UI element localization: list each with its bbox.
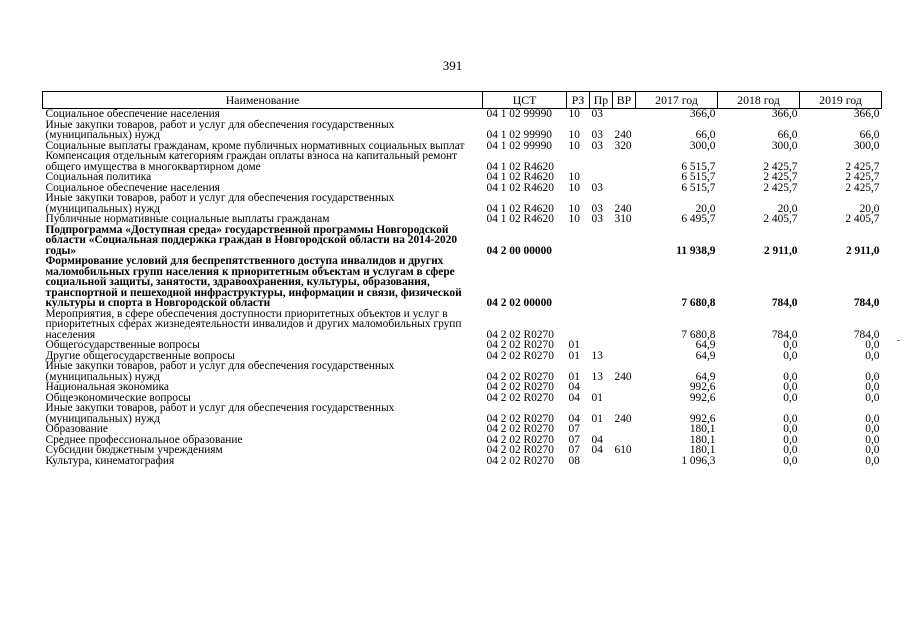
cell-rz: 07 <box>568 433 580 446</box>
cell-2018: 66,0 <box>777 129 798 141</box>
cell-vr <box>613 109 636 120</box>
cell-2019: 0,0 <box>865 412 880 425</box>
cell-2017: 300,0 <box>689 139 716 152</box>
cell-2018: 0,0 <box>783 370 798 383</box>
cell-2019: 784,0 <box>853 297 880 309</box>
cell-vr <box>613 382 636 393</box>
cell-2019: 0,0 <box>865 381 880 393</box>
cell-cst: 04 2 02 R0270 <box>486 412 554 425</box>
table-row <box>43 120 882 141</box>
cell-pr <box>590 172 613 183</box>
cell-pr <box>590 309 613 341</box>
cell-cst: 04 1 02 R4620 <box>486 160 554 173</box>
cell-pr: 03 <box>591 139 603 152</box>
cell-2019: 0,0 <box>865 454 880 467</box>
cell-2018: 20,0 <box>777 202 798 215</box>
cell-pr: 04 <box>591 444 603 456</box>
cell-vr <box>613 309 636 341</box>
cell-name: Иные закупки товаров, работ и услуг для обеспечения государственных (муниципальных) нужд <box>45 118 395 141</box>
cell-2017: 6 495,7 <box>681 213 716 225</box>
cell-2017: 1 096,3 <box>681 454 716 467</box>
cell-2019: 2 405,7 <box>845 213 880 225</box>
cell-cst: 04 1 02 R4620 <box>486 181 554 194</box>
cell-cst: 04 1 02 99990 <box>486 129 552 141</box>
cell-name: Мероприятия, в сфере обеспечения доступности приоритетных объектов и услуг в приоритетных сферах жизнедеятельности инвалидов и других маломобильных групп населения <box>45 307 462 341</box>
header-vr: ВР <box>613 92 636 109</box>
cell-pr: 03 <box>591 213 603 225</box>
cell-2017: 992,6 <box>689 391 716 404</box>
cell-2019: 300,0 <box>853 139 880 152</box>
cell-2017: 6 515,7 <box>681 171 716 183</box>
cell-vr <box>613 256 636 309</box>
cell-rz: 10 <box>568 108 580 120</box>
header-name: Наименование <box>43 92 483 109</box>
cell-2019: 2 425,7 <box>845 171 880 183</box>
cell-pr: 01 <box>591 391 603 404</box>
cell-vr: 240 <box>614 129 632 141</box>
cell-rz: 10 <box>568 139 580 152</box>
cell-pr <box>590 151 613 172</box>
table-row <box>43 109 882 120</box>
cell-vr: 240 <box>614 370 632 383</box>
cell-vr: 240 <box>614 202 632 215</box>
cell-2018: 366,0 <box>771 108 798 120</box>
cell-cst: 04 2 02 R0270 <box>486 328 554 341</box>
cell-cst: 04 2 02 R0270 <box>486 433 554 446</box>
cell-rz: 01 <box>568 349 580 362</box>
cell-2019: 2 425,7 <box>845 160 880 173</box>
cell-vr <box>613 172 636 183</box>
cell-vr <box>613 393 636 404</box>
cell-2018: 2 425,7 <box>763 181 798 194</box>
cell-pr <box>590 456 613 467</box>
cell-cst: 04 1 02 99990 <box>486 108 552 120</box>
cell-2017: 992,6 <box>689 412 716 425</box>
cell-pr: 04 <box>591 433 603 446</box>
cell-2019: 0,0 <box>865 433 880 446</box>
cell-cst: 04 1 02 R4620 <box>486 213 554 225</box>
cell-2019: 0,0 <box>865 444 880 456</box>
page-number: 391 <box>442 58 463 73</box>
cell-2019: 0,0 <box>865 339 880 351</box>
cell-cst: 04 2 02 R0270 <box>486 370 554 383</box>
cell-2018: 2 911,0 <box>763 244 798 257</box>
cell-cst: 04 2 02 R0270 <box>486 423 554 435</box>
cell-2018: 2 425,7 <box>763 160 798 173</box>
cell-name: Социальная политика <box>45 171 152 183</box>
cell-rz: 07 <box>568 444 580 456</box>
cell-2018: 2 425,7 <box>763 171 798 183</box>
cell-rz: 10 <box>568 202 580 215</box>
cell-vr <box>613 424 636 435</box>
cell-2018: 784,0 <box>771 297 798 309</box>
cell-rz: 10 <box>568 171 580 183</box>
table-row <box>43 193 882 214</box>
cell-pr: 03 <box>591 108 603 120</box>
cell-pr: 03 <box>591 129 603 141</box>
cell-name: Образование <box>45 423 108 435</box>
cell-2017: 66,0 <box>695 129 716 141</box>
cell-rz: 08 <box>568 454 580 467</box>
cell-name: Социальное обеспечение населения <box>45 181 220 194</box>
table-row <box>43 361 882 382</box>
cell-vr <box>613 351 636 362</box>
table-header <box>43 92 882 109</box>
header-2018: 2018 год <box>718 92 800 109</box>
table-row <box>43 214 882 225</box>
cell-rz: 04 <box>568 381 580 393</box>
cell-cst: 04 1 02 99990 <box>486 139 552 152</box>
cell-name: Социальные выплаты гражданам, кроме публичных нормативных социальных выплат <box>45 139 465 152</box>
cell-rz: 04 <box>568 412 580 425</box>
cell-rz <box>567 309 590 341</box>
cell-2018: 0,0 <box>783 381 798 393</box>
table-row <box>43 456 882 467</box>
cell-name: Иные закупки товаров, работ и услуг для обеспечения государственных (муниципальных) нужд <box>45 192 395 215</box>
cell-pr: 01 <box>591 412 603 425</box>
cell-2019: 0,0 <box>865 423 880 435</box>
cell-2017: 6 515,7 <box>681 160 716 173</box>
cell-cst: 04 2 02 R0270 <box>486 454 554 467</box>
cell-2019: 784,0 <box>853 328 880 341</box>
cell-2019: 0,0 <box>865 391 880 404</box>
cell-rz: 04 <box>568 391 580 404</box>
cell-name: Компенсация отдельным категориям граждан оплаты взноса на капитальный ремонт общего имущества в многоквартирном доме <box>45 150 458 173</box>
cell-2019: 2 911,0 <box>845 244 880 257</box>
header-2017: 2017 год <box>636 92 718 109</box>
cell-name: Публичные нормативные социальные выплаты гражданам <box>45 213 330 225</box>
cell-pr: 03 <box>591 202 603 215</box>
cell-2017: 7 680,8 <box>681 328 716 341</box>
cell-2018: 784,0 <box>771 328 798 341</box>
header-row <box>43 92 882 109</box>
cell-pr <box>590 340 613 351</box>
cell-name: Иные закупки товаров, работ и услуг для обеспечения государственных (муниципальных) нужд <box>45 360 395 383</box>
cell-vr: 240 <box>614 412 632 425</box>
cell-2018: 0,0 <box>783 444 798 456</box>
cell-cst: 04 2 02 R0270 <box>486 381 554 393</box>
cell-name: Общеэкономические вопросы <box>45 391 191 404</box>
cell-cst: 04 2 02 R0270 <box>486 349 554 362</box>
cell-cst: 04 1 02 R4620 <box>486 171 554 183</box>
header-rz: РЗ <box>567 92 590 109</box>
table-row <box>43 403 882 424</box>
cell-rz <box>567 151 590 172</box>
cell-vr: 310 <box>614 213 632 225</box>
table-row <box>43 225 882 257</box>
cell-pr <box>590 256 613 309</box>
header-cst: ЦСТ <box>483 92 567 109</box>
cell-name: Культура, кинематография <box>45 454 175 467</box>
cell-vr: 610 <box>614 444 632 456</box>
cell-rz: 01 <box>568 339 580 351</box>
cell-vr <box>613 151 636 172</box>
cell-rz: 07 <box>568 423 580 435</box>
cell-2018: 0,0 <box>783 433 798 446</box>
cell-2017: 64,9 <box>695 339 716 351</box>
table-row <box>43 172 882 183</box>
cell-name: Общегосударственные вопросы <box>45 339 200 351</box>
cell-rz <box>567 256 590 309</box>
cell-2019: 0,0 <box>865 349 880 362</box>
cell-vr <box>613 340 636 351</box>
cell-pr <box>590 382 613 393</box>
cell-2017: 366,0 <box>689 108 716 120</box>
table-row <box>43 151 882 172</box>
cell-2017: 6 515,7 <box>681 181 716 194</box>
cell-2017: 64,9 <box>695 370 716 383</box>
cell-2017: 20,0 <box>695 202 716 215</box>
cell-pr: 13 <box>591 349 603 362</box>
cell-name: Подпрограмма «Доступная среда» государственной программы Новгородской области «Социальная поддержка граждан в Новгородской области на 2014-2020 годы» <box>45 223 458 257</box>
cell-2018: 0,0 <box>783 349 798 362</box>
cell-2019: 0,0 <box>865 370 880 383</box>
table-row <box>43 382 882 393</box>
table-row <box>43 309 882 341</box>
cell-2017: 180,1 <box>689 444 716 456</box>
cell-2018: 0,0 <box>783 423 798 435</box>
cell-name: Социальное обеспечение населения <box>45 108 220 120</box>
cell-name: Национальная экономика <box>45 381 169 393</box>
cell-cst: 04 2 02 R0270 <box>486 339 554 351</box>
cell-2017: 992,6 <box>689 381 716 393</box>
table-row <box>43 445 882 456</box>
cell-rz: 10 <box>568 129 580 141</box>
cell-2019: 366,0 <box>853 108 880 120</box>
cell-2017: 180,1 <box>689 423 716 435</box>
cell-vr: 320 <box>614 139 632 152</box>
cell-name: Субсидии бюджетным учреждениям <box>45 444 223 456</box>
cell-2017: 11 938,9 <box>676 244 716 257</box>
cell-vr <box>613 456 636 467</box>
cell-vr <box>613 225 636 257</box>
cell-2018: 0,0 <box>783 454 798 467</box>
header-pr: Пр <box>590 92 613 109</box>
table-body <box>43 109 882 467</box>
cell-name: Среднее профессиональное образование <box>45 433 243 446</box>
cell-2018: 300,0 <box>771 139 798 152</box>
cell-2019: 20,0 <box>859 202 880 215</box>
cell-2018: 0,0 <box>783 391 798 404</box>
cell-pr: 03 <box>591 181 603 194</box>
cell-rz: 01 <box>568 370 580 383</box>
table-row <box>43 256 882 309</box>
cell-2018: 2 405,7 <box>763 213 798 225</box>
cell-rz: 10 <box>568 181 580 194</box>
table-row <box>43 424 882 435</box>
scan-mark <box>897 340 900 341</box>
cell-2019: 2 425,7 <box>845 181 880 194</box>
header-2019: 2019 год <box>800 92 882 109</box>
cell-pr <box>590 225 613 257</box>
budget-table <box>42 91 882 466</box>
cell-name: Иные закупки товаров, работ и услуг для обеспечения государственных (муниципальных) нужд <box>45 402 395 425</box>
cell-cst: 04 2 02 00000 <box>486 297 552 309</box>
cell-vr <box>613 183 636 194</box>
cell-2017: 64,9 <box>695 349 716 362</box>
cell-2017: 7 680,8 <box>681 297 716 309</box>
cell-cst: 04 1 02 R4620 <box>486 202 554 215</box>
cell-2017: 180,1 <box>689 433 716 446</box>
cell-2018: 0,0 <box>783 339 798 351</box>
cell-pr: 13 <box>591 370 603 383</box>
cell-2019: 66,0 <box>859 129 880 141</box>
cell-cst: 04 2 00 00000 <box>486 244 552 257</box>
table-row <box>43 340 882 351</box>
cell-rz: 10 <box>568 213 580 225</box>
cell-2018: 0,0 <box>783 412 798 425</box>
cell-name: Другие общегосударственные вопросы <box>45 349 235 362</box>
cell-pr <box>590 424 613 435</box>
cell-name: Формирование условий для беспрепятственного доступа инвалидов и других маломобильных групп населения к приоритетным объектам и услугам в сфере социальной защиты, занятости, здравоохранения, культуры, образования, транспортной и пешеходной инфраструктуры, информации и связи, физической культуры и спорта в Новгородской области <box>45 255 462 309</box>
cell-rz <box>567 225 590 257</box>
cell-cst: 04 2 02 R0270 <box>486 444 554 456</box>
cell-cst: 04 2 02 R0270 <box>486 391 554 404</box>
